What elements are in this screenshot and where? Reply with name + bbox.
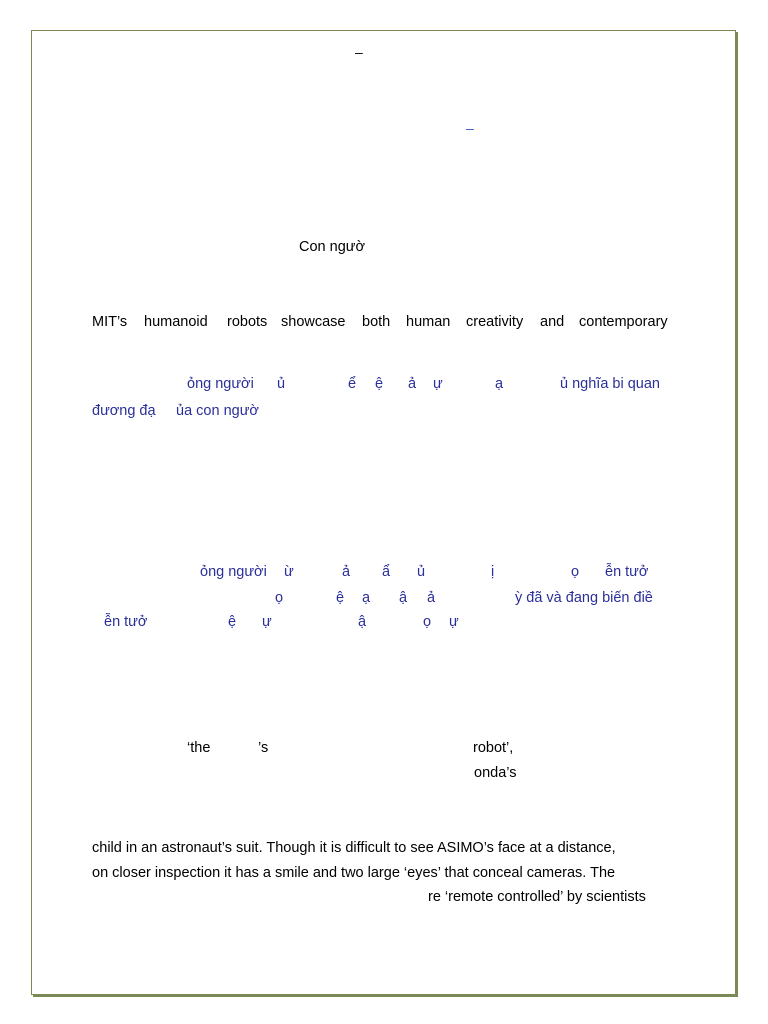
para1-word: human <box>406 314 451 330</box>
viet1-fragment: ệ <box>375 376 384 392</box>
viet1-fragment: ạ <box>495 376 504 392</box>
viet2-fragment: ả <box>342 564 351 580</box>
viet2-fragment: ậ <box>358 614 367 630</box>
para1-word: both <box>362 314 391 330</box>
viet2-fragment: ễn tưở <box>605 564 649 580</box>
viet2-fragment: ẩ <box>382 564 391 580</box>
viet2-fragment: ủ <box>417 564 426 580</box>
para1-word: and <box>540 314 565 330</box>
viet1-fragment: đương đạ <box>92 403 156 419</box>
blue-dash-link[interactable]: – <box>466 120 474 136</box>
para2-line: on closer inspection it has a smile and two large ‘eyes’ that conceal cameras. The <box>92 865 616 881</box>
para2-line: re ‘remote controlled’ by scientists <box>428 889 646 905</box>
para1-word: MIT’s <box>92 314 128 330</box>
viet2-fragment: ệ <box>228 614 237 630</box>
english-fragment: ’s <box>258 740 269 756</box>
viet1-fragment: ủ nghĩa bi quan <box>560 376 660 392</box>
viet2-fragment: ả <box>427 590 436 606</box>
english-fragment: ‘the <box>187 740 211 756</box>
viet2-fragment: ạ <box>362 590 371 606</box>
para1-word: humanoid <box>144 314 208 330</box>
viet2-fragment: ự <box>449 614 459 630</box>
viet2-fragment: ọ <box>571 564 580 580</box>
para1-word: showcase <box>281 314 346 330</box>
para2-line: child in an astronaut’s suit. Though it is difficult to see ASIMO’s face at a distance, <box>92 840 616 856</box>
viet1-fragment: ả <box>408 376 417 392</box>
para1-word: contemporary <box>579 314 668 330</box>
viet2-fragment: ị <box>491 564 495 580</box>
viet1-fragment: ể <box>348 376 357 392</box>
viet1-fragment: ủ <box>277 376 286 392</box>
para1-word: creativity <box>466 314 524 330</box>
para1-word: robots <box>227 314 268 330</box>
english-fragment: onda’s <box>474 765 517 781</box>
header-dash: – <box>355 44 363 60</box>
viet2-fragment: ệ <box>336 590 345 606</box>
viet1-fragment: ỏng người <box>187 376 254 392</box>
viet2-fragment: ọ <box>275 590 284 606</box>
viet2-fragment: ậ <box>399 590 408 606</box>
english-fragment: robot’, <box>473 740 514 756</box>
viet2-fragment: ừ <box>284 564 294 580</box>
viet2-fragment: ọ <box>423 614 432 630</box>
viet2-fragment: ự <box>262 614 272 630</box>
viet2-fragment: ỏng người <box>200 564 267 580</box>
viet1-fragment: ủa con ngườ <box>176 403 259 419</box>
viet2-fragment: ễn tưở <box>104 614 148 630</box>
viet2-fragment: ỳ đã và đang biến điề <box>515 590 653 606</box>
viet1-fragment: ự <box>433 376 443 392</box>
heading-text: Con ngườ <box>299 239 365 255</box>
